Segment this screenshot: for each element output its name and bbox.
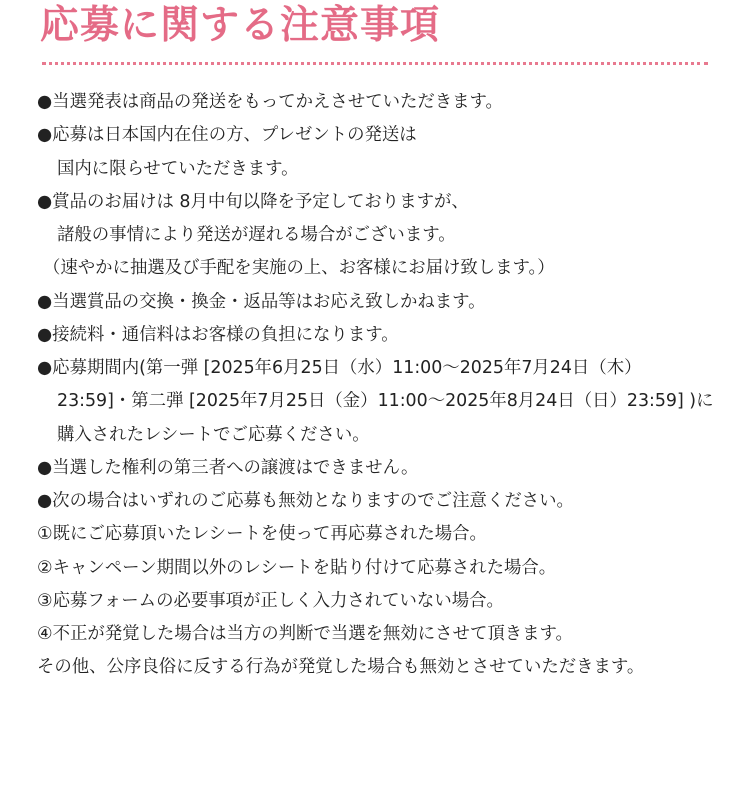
note-line: ●当選した権利の第三者への譲渡はできません。 <box>37 457 419 478</box>
invalid-case-line: ①既にご応募頂いたレシートを使って再応募された場合。 <box>37 524 487 545</box>
note-parenthetical: （速やかに抽選及び手配を実施の上、お客様にお届け致します。） <box>43 258 555 279</box>
note-line: ●当選発表は商品の発送をもってかえさせていただきます。 <box>37 92 503 112</box>
note-line: ●応募期間内(第一弾 [2025年6月25日（水）11:00〜2025年7月24日（木） <box>37 358 642 378</box>
note-line-continued: 23:59]・第二弾 [2025年7月25日（金）11:00〜2025年8月24日（日）23:59] )に <box>57 391 714 412</box>
note-line: ●当選賞品の交換・換金・返品等はお応え致しかねます。 <box>37 291 486 312</box>
note-line-continued: 諸般の事情により発送が遅れる場合がございます。 <box>57 225 456 245</box>
invalid-case-line: ④不正が発覚した場合は当方の判断で当選を無効にさせて頂きます。 <box>37 624 573 644</box>
note-line: その他、公序良俗に反する行為が発覚した場合も無効とさせていただきます。 <box>37 657 645 678</box>
note-line: ●次の場合はいずれのご応募も無効となりますのでご注意ください。 <box>37 491 574 511</box>
invalid-case-line: ③応募フォームの必要事項が正しく入力されていない場合。 <box>37 590 504 611</box>
note-line-continued: 国内に限らせていただきます。 <box>57 158 299 179</box>
page-title: 応募に関する注意事項 <box>40 3 441 48</box>
invalid-case-line: ②キャンペーン期間以外のレシートを貼り付けて応募された場合。 <box>37 557 557 578</box>
dotted-divider <box>42 62 708 65</box>
notes-list <box>37 86 737 685</box>
note-line-continued: 購入されたレシートでご応募ください。 <box>57 424 370 445</box>
note-line: ●応募は日本国内在住の方、プレゼントの発送は <box>37 125 417 146</box>
note-line: ●接続料・通信料はお客様の負担になります。 <box>37 324 399 345</box>
note-line: ●賞品のお届けは 8月中旬以降を予定しておりますが、 <box>37 191 469 212</box>
